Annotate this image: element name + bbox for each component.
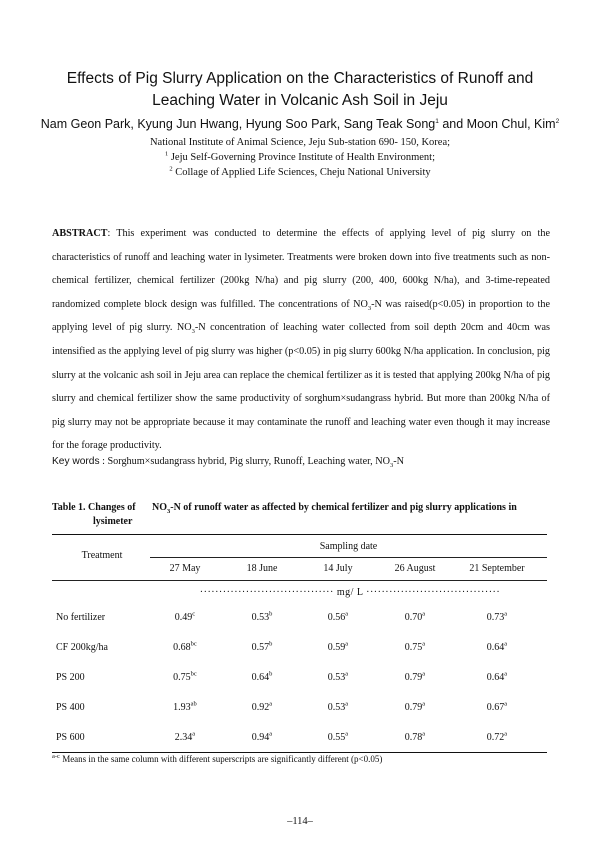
cell-value: 0.78 <box>404 732 423 743</box>
unit-row <box>160 587 540 598</box>
table-cell <box>375 702 455 713</box>
table-caption-continuation: lysimeter <box>93 516 133 527</box>
cell-superscript: a <box>192 730 196 738</box>
cell-superscript: a <box>422 670 426 678</box>
cell-value: 0.68 <box>173 642 191 653</box>
cell-value: 0.59 <box>327 642 346 653</box>
cell-superscript: bc <box>190 640 197 648</box>
affiliation-2-text: Collage of Applied Life Sciences, Cheju National University <box>172 167 431 178</box>
cell-value: 0.79 <box>404 672 423 683</box>
table-caption <box>52 501 550 529</box>
unit-dots-left: ··································· <box>199 587 334 598</box>
table-row-label: PS 400 <box>56 702 85 713</box>
table-cell <box>375 732 455 743</box>
cell-superscript: a <box>269 730 273 738</box>
cell-value: 0.75 <box>173 672 191 683</box>
cell-superscript: a <box>345 730 349 738</box>
cell-superscript: a <box>504 610 508 618</box>
table-row-label: PS 200 <box>56 672 85 683</box>
cell-value: 0.70 <box>404 612 423 623</box>
abstract <box>52 222 550 458</box>
authors-part-2: and Moon Chul, Kim <box>438 117 556 131</box>
date-header-0: 27 May <box>169 563 201 574</box>
affiliation-0 <box>30 137 570 148</box>
cell-value: 0.57 <box>251 642 270 653</box>
table-cell <box>375 672 455 683</box>
cell-value: 0.67 <box>486 702 505 713</box>
table-bottom-rule <box>52 752 547 753</box>
table-cell <box>222 732 302 743</box>
cell-superscript: a <box>422 700 426 708</box>
keywords-text: : Sorghum×sudangrass hybrid, Pig slurry, Runoff, Leaching water, NO <box>99 456 390 467</box>
cell-superscript: a <box>504 670 508 678</box>
cell-superscript: b <box>269 670 273 678</box>
table-caption-number: Table 1. Changes of <box>52 502 136 513</box>
cell-superscript: a <box>422 610 426 618</box>
cell-value: 0.72 <box>486 732 505 743</box>
author-sup-2: 2 <box>555 117 560 125</box>
table-caption-sub: 3 <box>167 508 171 515</box>
treatment-header: Treatment <box>81 550 123 561</box>
cell-superscript: b <box>269 610 273 618</box>
affiliation-1-sup: 1 <box>164 150 169 158</box>
abstract-sub-1: 3 <box>367 304 372 312</box>
table-cell <box>298 702 378 713</box>
cell-superscript: a <box>269 700 273 708</box>
date-header-1: 18 June <box>246 563 278 574</box>
table-row-label: No fertilizer <box>56 612 106 623</box>
footnote-text: Means in the same column with different superscripts are significantly different (p<0.05) <box>59 754 383 764</box>
footnote-sup: a-c <box>52 753 60 760</box>
cell-superscript: c <box>192 610 196 618</box>
abstract-text-3: -N concentration of leaching water collected from soil depth 20cm and 40cm was intensified as the applying level of pig slurry was higher (p<0.05) in pig slurry 600kg N/ha application. In conclusion, pig slurry at the volcanic ash soil in Jeju area can replace the chemical fertilizer as it is tested that applying 200kg N/ha of pig slurry and chemical fertilizer show the same productivity of sorghum×sudangrass hybrid. But more than 200kg N/ha of pig slurry may not be appropriate because it may contaminate the runoff and leaching water even though it may increase for the forage productivity. <box>52 322 550 452</box>
table-cell <box>222 642 302 653</box>
cell-value: 0.64 <box>486 642 505 653</box>
abstract-text-1: : This experiment was conducted to determine the effects of applying level of pig slurry on the characteristics of runoff and leaching water in lysimeter. Treatments were broken down into five treatments such as non-chemical fertilizer, chemical fertilizer (200kg N/ha) and pig slurry (200, 400, 600kg N/ha), and 3-time-repeated randomized complete block design was fulfilled. The concentrations of NO <box>52 228 550 310</box>
table-cell <box>222 702 302 713</box>
page-number: –114– <box>287 816 313 827</box>
cell-superscript: a <box>504 730 508 738</box>
cell-superscript: a <box>422 640 426 648</box>
author-list <box>30 117 570 131</box>
keywords-sub: 3 <box>389 462 394 470</box>
cell-superscript: a <box>422 730 426 738</box>
table-row-label: CF 200kg/ha <box>56 642 108 653</box>
table-cell <box>457 732 537 743</box>
table-cell <box>298 672 378 683</box>
sampling-date-header: Sampling date <box>319 541 378 552</box>
table-cell <box>375 612 455 623</box>
cell-value: 0.49 <box>174 612 193 623</box>
table-cell <box>222 612 302 623</box>
table-cell <box>298 642 378 653</box>
abstract-sub-2: 3 <box>191 328 195 336</box>
cell-superscript: ab <box>190 700 197 708</box>
affiliation-1-text: Jeju Self-Governing Province Institute of Health Environment; <box>168 152 436 163</box>
table-cell <box>145 642 225 653</box>
date-header-4: 21 September <box>469 563 525 574</box>
table-cell <box>145 702 225 713</box>
cell-superscript: a <box>345 670 349 678</box>
authors-part-1: Nam Geon Park, Kyung Jun Hwang, Hyung Soo Park, Sang Teak Song <box>40 117 436 131</box>
cell-value: 0.79 <box>404 702 423 713</box>
cell-value: 0.53 <box>327 702 346 713</box>
unit-label: mg/ L <box>336 587 364 598</box>
table-caption-text-2: -N of runoff water as affected by chemical fertilizer and pig slurry applications in <box>170 502 517 513</box>
table-cell <box>375 642 455 653</box>
author-sup-1: 1 <box>435 117 439 125</box>
cell-value: 0.55 <box>327 732 346 743</box>
cell-superscript: b <box>269 640 273 648</box>
cell-superscript: bc <box>190 670 197 678</box>
cell-value: 0.53 <box>251 612 270 623</box>
cell-value: 1.93 <box>173 702 191 713</box>
abstract-label: ABSTRACT <box>52 228 108 239</box>
table-top-rule <box>52 534 547 535</box>
table-footnote <box>52 754 382 764</box>
table-group-rule <box>150 557 547 558</box>
cell-superscript: a <box>504 700 508 708</box>
table-header-rule <box>52 580 547 581</box>
affiliation-2-sup: 2 <box>169 165 173 173</box>
table-cell <box>145 612 225 623</box>
affiliation-1 <box>30 152 570 163</box>
date-header-2: 14 July <box>323 563 353 574</box>
table-cell <box>298 732 378 743</box>
keywords-tail: -N <box>393 456 404 467</box>
cell-value: 0.94 <box>251 732 270 743</box>
cell-value: 0.53 <box>327 672 346 683</box>
table-cell <box>145 672 225 683</box>
table-row-label: PS 600 <box>56 732 85 743</box>
cell-value: 0.75 <box>404 642 423 653</box>
abstract-text-2: -N was raised(p<0.05) in proportion to the applying level of pig slurry. NO <box>52 298 550 334</box>
table-cell <box>457 642 537 653</box>
unit-dots-right: ··································· <box>366 587 501 598</box>
cell-value: 0.56 <box>327 612 346 623</box>
cell-superscript: a <box>345 640 349 648</box>
cell-value: 0.73 <box>486 612 505 623</box>
table-cell <box>457 612 537 623</box>
table-caption-text-1: NO <box>152 502 167 513</box>
keywords <box>52 456 550 470</box>
cell-superscript: a <box>345 700 349 708</box>
affiliation-2 <box>30 167 570 178</box>
affiliation-0-text: National Institute of Animal Science, Jeju Sub-station 690- 150, Korea; <box>149 137 451 148</box>
cell-superscript: a <box>345 610 349 618</box>
cell-value: 0.64 <box>486 672 505 683</box>
table-cell <box>222 672 302 683</box>
table-cell <box>298 612 378 623</box>
title-line-1: Effects of Pig Slurry Application on the Characteristics of Runoff and <box>66 70 534 87</box>
table-cell <box>145 732 225 743</box>
title-line-2: Leaching Water in Volcanic Ash Soil in Jeju <box>152 92 448 109</box>
date-header-3: 26 August <box>394 563 436 574</box>
paper-title <box>30 68 570 112</box>
cell-superscript: a <box>504 640 508 648</box>
table-cell <box>457 702 537 713</box>
keywords-label: Key words <box>52 456 100 467</box>
table-cell <box>457 672 537 683</box>
cell-value: 0.92 <box>251 702 270 713</box>
cell-value: 2.34 <box>174 732 193 743</box>
cell-value: 0.64 <box>251 672 270 683</box>
